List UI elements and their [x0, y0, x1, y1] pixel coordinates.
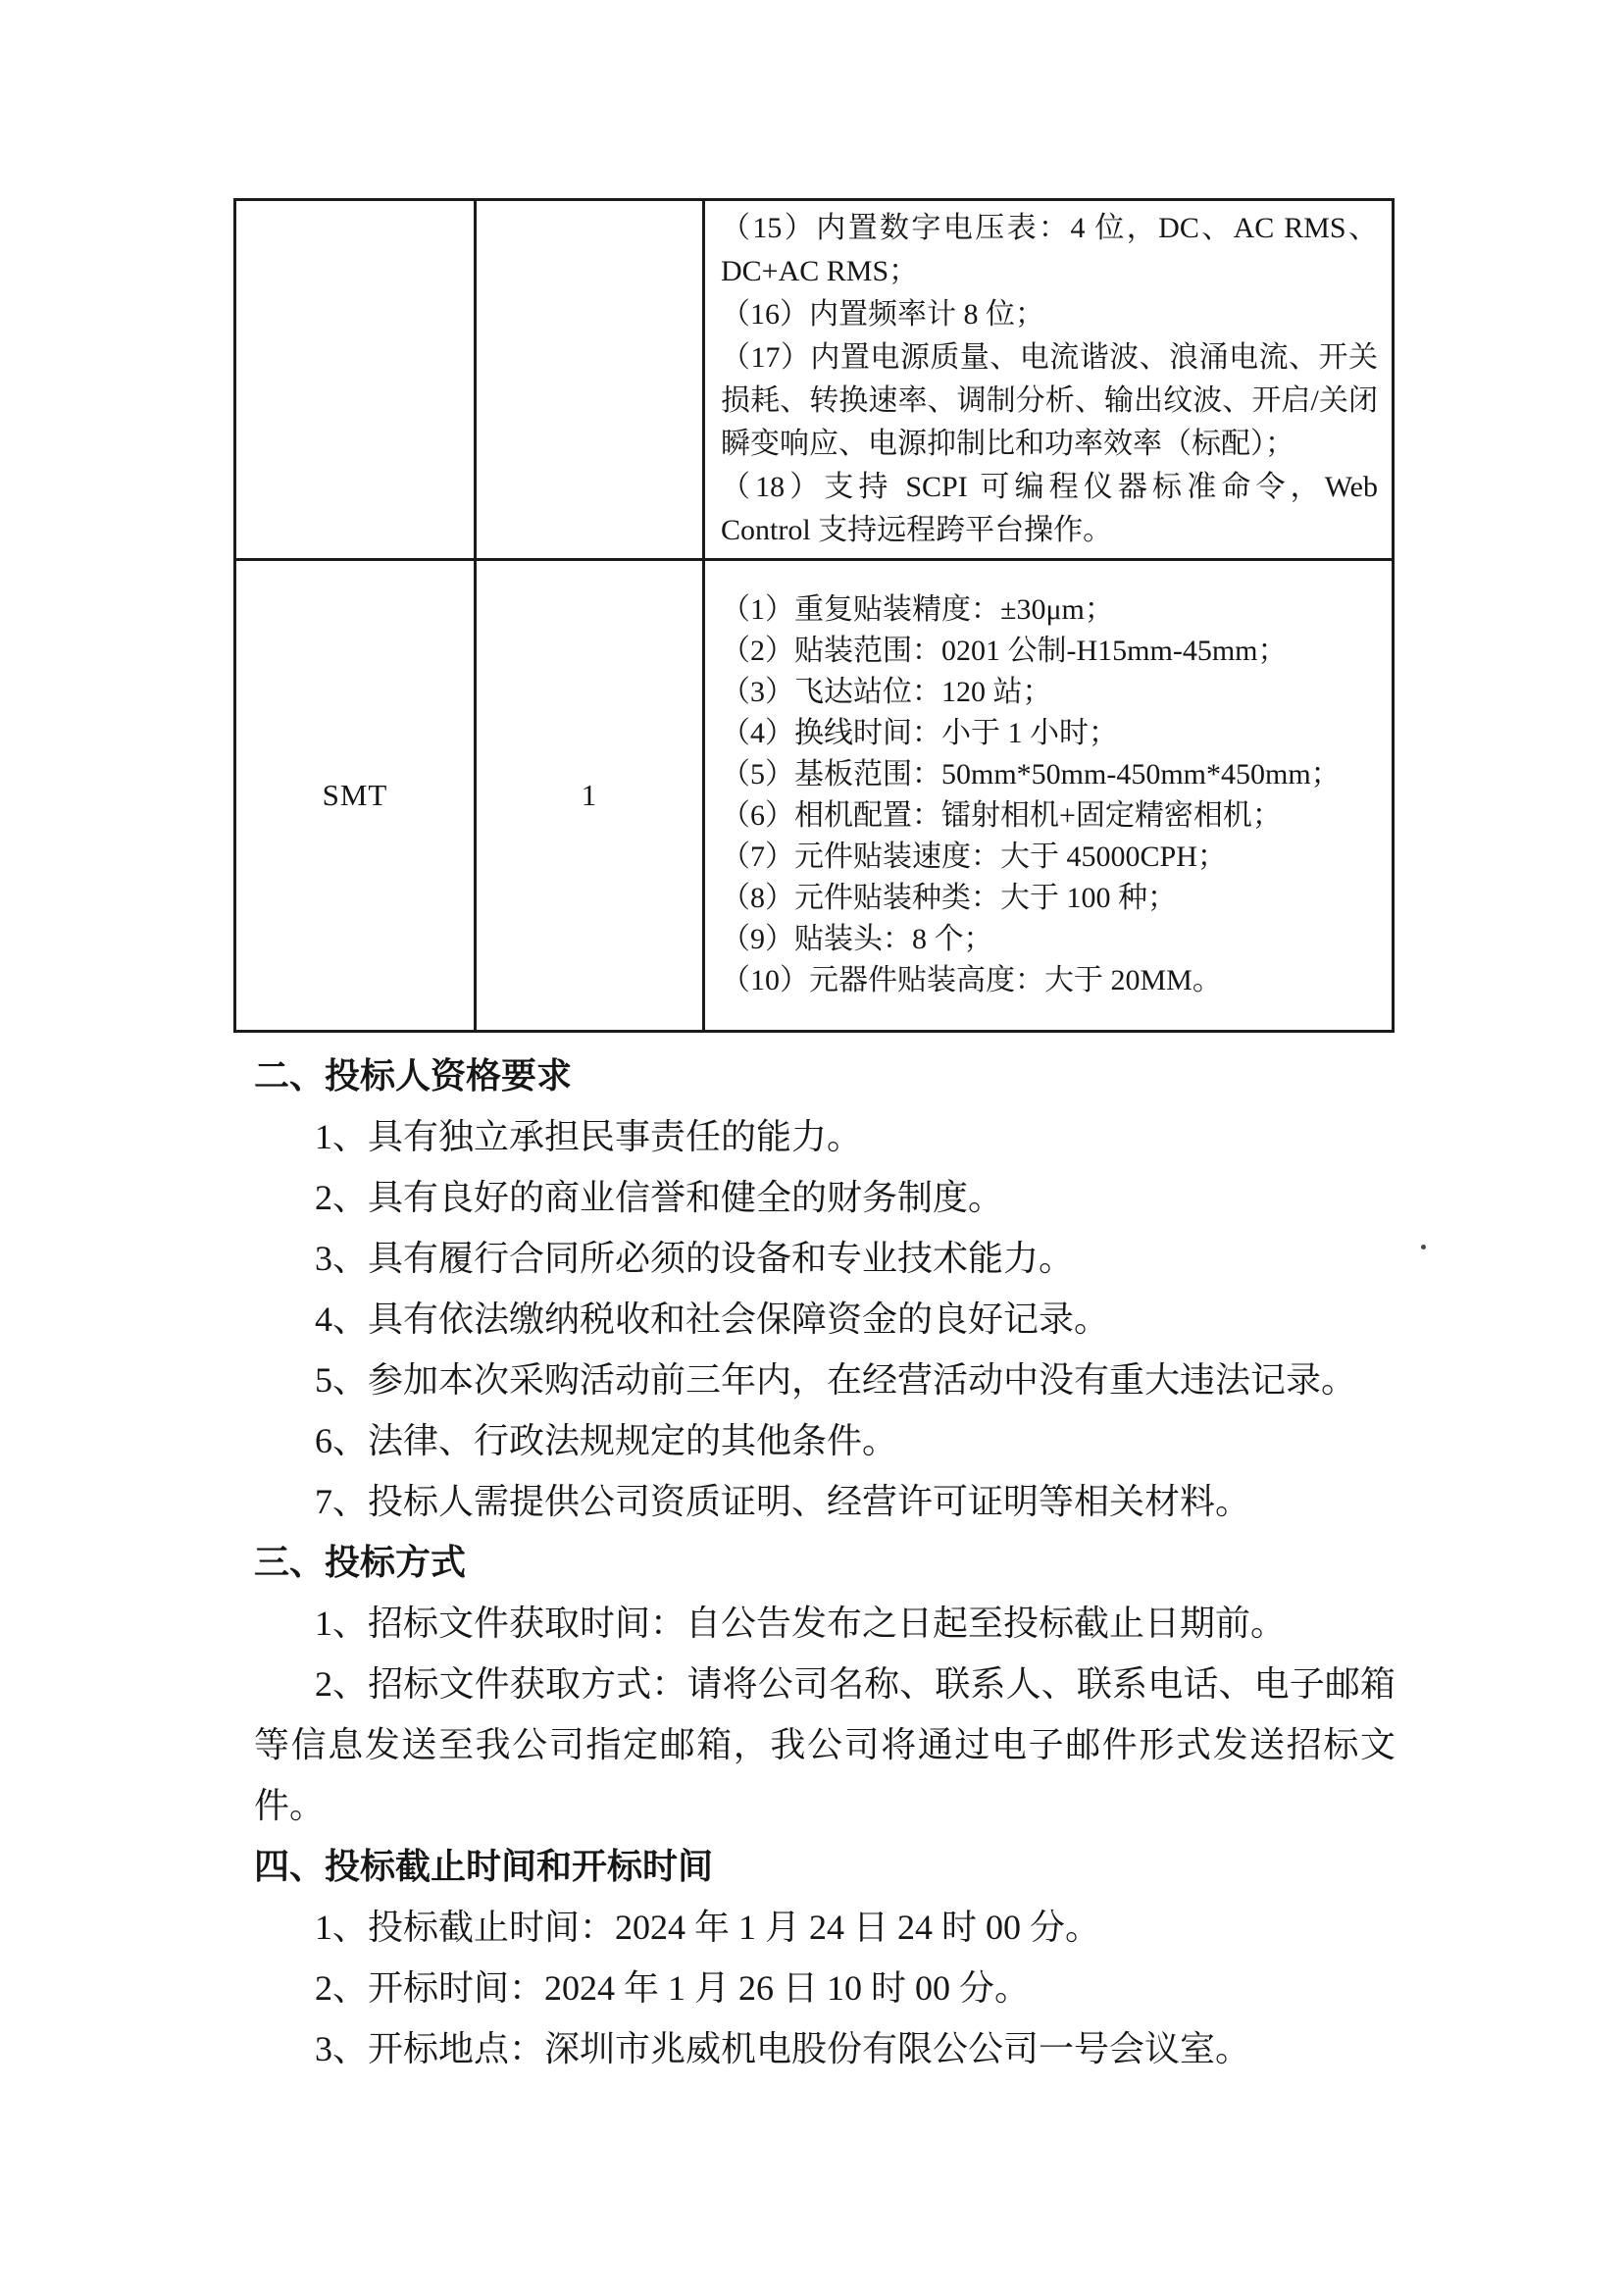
device-name-cell: SMT: [235, 560, 476, 1032]
section-heading-deadline-and-opening: 四、投标截止时间和开标时间: [254, 1847, 714, 1886]
spec-line: （18）支持 SCPI 可编程仪器标准命令，Web Control 支持远程跨平台操作。: [721, 471, 1378, 546]
section-item: 1、投标截止时间：2024 年 1 月 24 日 24 时 00 分。: [315, 1908, 1101, 1947]
spec-line: （4）换线时间：小于 1 小时；: [721, 717, 1118, 749]
spec-line: （9）贴装头：8 个；: [721, 923, 993, 955]
section-item: 1、具有独立承担民事责任的能力。: [315, 1117, 863, 1156]
equipment-spec-table: [233, 198, 1395, 1033]
section-item: 4、具有依法缴纳税收和社会保障资金的良好记录。: [315, 1300, 1110, 1339]
spec-line: （6）相机配置：镭射相机+固定精密相机；: [721, 799, 1282, 832]
section-item: 3、具有履行合同所必须的设备和专业技术能力。: [315, 1239, 1075, 1278]
spec-line: （3）飞达站位：120 站；: [721, 676, 1052, 708]
section-heading-bidding-method: 三、投标方式: [254, 1543, 467, 1582]
spec-line: （7）元件贴装速度：大于 45000CPH；: [721, 841, 1227, 873]
spec-line: （16）内置频率计 8 位；: [721, 298, 1044, 331]
section-heading-bidder-qualifications: 二、投标人资格要求: [254, 1056, 573, 1096]
document-body: [233, 1045, 1396, 2079]
spec-line: （17）内置电源质量、电流谐波、浪涌电流、开关损耗、转换速率、调制分析、输出纹波、开启/关闭瞬变响应、电源抑制比和功率效率（标配）；: [721, 341, 1378, 460]
spec-line: （8）元件贴装种类：大于 100 种；: [721, 882, 1177, 914]
spec-line: （1）重复贴装精度：±30μm；: [721, 593, 1114, 626]
quantity-cell: 1: [476, 560, 704, 1032]
device-name-cell: [235, 200, 476, 560]
section-item: 1、招标文件获取时间：自公告发布之日起至投标截止日期前。: [315, 1604, 1287, 1643]
section-item: 7、投标人需提供公司资质证明、经营许可证明等相关材料。: [315, 1482, 1251, 1521]
spec-list-cell: [704, 560, 1394, 1032]
section-item: 2、开标时间：2024 年 1 月 26 日 10 时 00 分。: [315, 1968, 1031, 2008]
table-row-continued: [235, 200, 1394, 560]
section-item: 3、开标地点：深圳市兆威机电股份有限公公司一号会议室。: [315, 2029, 1251, 2068]
quantity-cell: [476, 200, 704, 560]
spec-line: （2）贴装范围：0201 公制-H15mm-45mm；: [721, 635, 1288, 667]
scan-artifact-dot: [1421, 1245, 1426, 1249]
table-row-smt: [235, 560, 1394, 1032]
section-item: 2、具有良好的商业信誉和健全的财务制度。: [315, 1178, 1004, 1217]
section-item: 2、招标文件获取方式：请将公司名称、联系人、联系电话、电子邮箱等信息发送至我公司指定邮箱，我公司将通过电子邮件形式发送招标文件。: [254, 1664, 1396, 1825]
spec-line: （15）内置数字电压表：4 位，DC、AC RMS、DC+AC RMS；: [721, 212, 1378, 287]
spec-list-cell: [704, 200, 1394, 560]
spec-line: （10）元器件贴装高度：大于 20MM。: [721, 964, 1222, 996]
section-item: 6、法律、行政法规规定的其他条件。: [315, 1421, 898, 1460]
section-item: 5、参加本次采购活动前三年内，在经营活动中没有重大违法记录。: [315, 1360, 1357, 1400]
spec-line: （5）基板范围：50mm*50mm-450mm*450mm；: [721, 758, 1341, 790]
